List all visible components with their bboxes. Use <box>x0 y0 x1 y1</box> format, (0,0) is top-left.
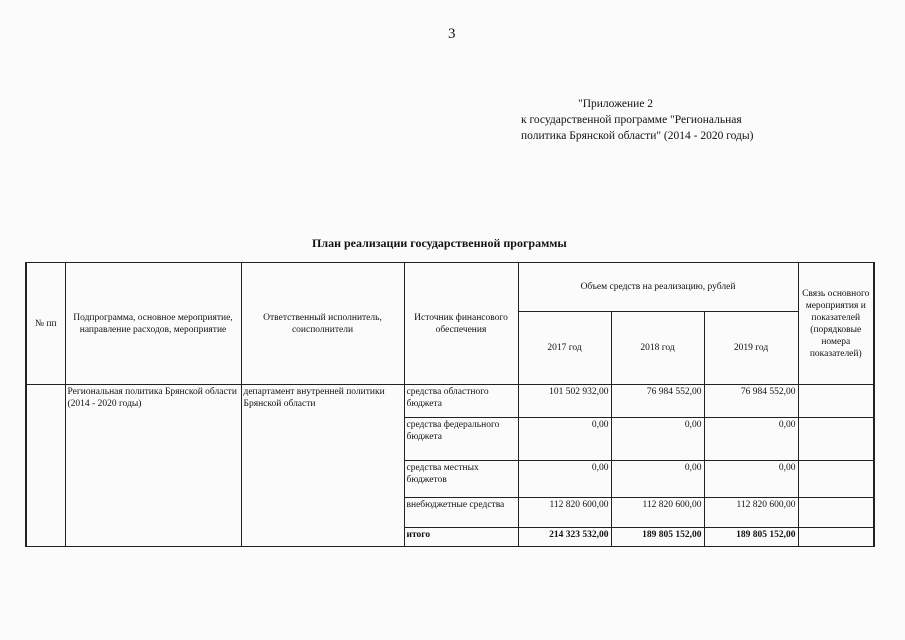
table-row <box>26 385 874 418</box>
link-cell <box>798 528 874 547</box>
total-2017: 214 323 532,00 <box>518 528 611 547</box>
program-executor-cell: департамент внутренней политики Брянской области <box>241 385 404 547</box>
value-2017: 0,00 <box>518 418 611 461</box>
header-subprogram: Подпрограмма, основное мероприятие, направление расходов, мероприятие <box>65 263 241 385</box>
source-cell-total: итого <box>404 528 518 547</box>
source-cell: средства местных бюджетов <box>404 461 518 498</box>
appendix-line-2: к государственной программе "Региональная <box>521 114 742 126</box>
header-volume: Объем средств на реализацию, рублей <box>518 263 798 312</box>
value-2017: 112 820 600,00 <box>518 498 611 528</box>
plan-table <box>25 262 875 547</box>
value-2017: 101 502 932,00 <box>518 385 611 418</box>
value-2019: 112 820 600,00 <box>704 498 798 528</box>
total-2018: 189 805 152,00 <box>611 528 704 547</box>
link-cell <box>798 461 874 498</box>
header-link: Связь основного мероприятия и показателей (порядковые номера показателей) <box>798 263 874 385</box>
appendix-line-1: "Приложение 2 <box>578 98 654 110</box>
plan-table-wrapper <box>25 262 875 547</box>
header-executor: Ответственный исполнитель, соисполнители <box>241 263 404 385</box>
link-cell <box>798 385 874 418</box>
value-2017: 0,00 <box>518 461 611 498</box>
header-year-2017: 2017 год <box>518 312 611 385</box>
header-source: Источник финансового обеспечения <box>404 263 518 385</box>
header-num: № пп <box>26 263 65 385</box>
value-2019: 76 984 552,00 <box>704 385 798 418</box>
page-number: 3 <box>448 26 456 42</box>
source-cell: средства федерального бюджета <box>404 418 518 461</box>
value-2018: 112 820 600,00 <box>611 498 704 528</box>
value-2019: 0,00 <box>704 418 798 461</box>
value-2018: 76 984 552,00 <box>611 385 704 418</box>
source-cell: внебюджетные средства <box>404 498 518 528</box>
value-2019: 0,00 <box>704 461 798 498</box>
link-cell <box>798 498 874 528</box>
appendix-line-3: политика Брянской области" (2014 - 2020 годы) <box>521 130 754 142</box>
value-2018: 0,00 <box>611 461 704 498</box>
plan-title: План реализации государственной программы <box>312 236 567 250</box>
total-2019: 189 805 152,00 <box>704 528 798 547</box>
row-number-cell <box>26 385 65 547</box>
header-year-2019: 2019 год <box>704 312 798 385</box>
appendix-note <box>521 96 753 144</box>
header-year-2018: 2018 год <box>611 312 704 385</box>
link-cell <box>798 418 874 461</box>
value-2018: 0,00 <box>611 418 704 461</box>
program-name-cell: Региональная политика Брянской области (2014 - 2020 годы) <box>65 385 241 547</box>
source-cell: средства областного бюджета <box>404 385 518 418</box>
